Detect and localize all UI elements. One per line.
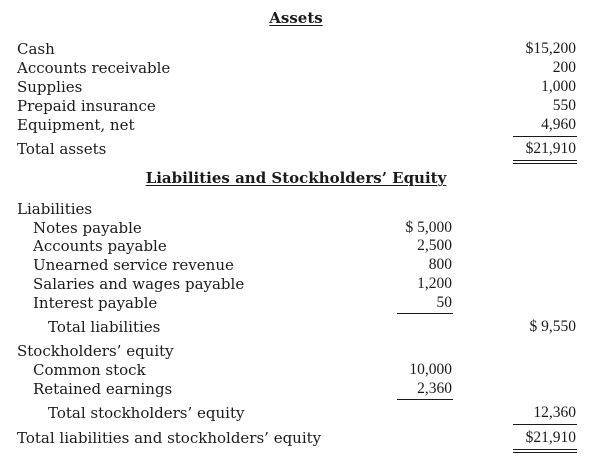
equipment-amount: 4,960: [541, 116, 576, 133]
total-assets-label: Total assets: [17, 140, 107, 158]
assets-total-double-rule-top: [513, 160, 577, 161]
accounts-payable-label: Accounts payable: [33, 237, 167, 255]
grand-total-double-rule-bottom: [513, 452, 577, 453]
unearned-service-revenue-amount: 800: [428, 256, 452, 273]
notes-payable-amount: $ 5,000: [405, 219, 452, 236]
retained-earnings-label: Retained earnings: [33, 380, 173, 398]
accounts-receivable-amount: 200: [552, 59, 576, 76]
interest-payable-label: Interest payable: [33, 294, 158, 312]
assets-subtotal-rule: [513, 136, 577, 137]
total-stockholders-equity-amount: 12,360: [533, 404, 576, 421]
salaries-wages-payable-label: Salaries and wages payable: [33, 275, 245, 293]
common-stock-amount: 10,000: [409, 361, 452, 378]
retained-earnings-amount: 2,360: [417, 380, 452, 397]
prepaid-insurance-label: Prepaid insurance: [17, 97, 156, 115]
supplies-label: Supplies: [17, 78, 83, 96]
supplies-amount: 1,000: [541, 78, 576, 95]
assets-total-double-rule-bottom: [513, 163, 577, 164]
accounts-receivable-label: Accounts receivable: [17, 59, 171, 77]
cash-label: Cash: [17, 40, 55, 58]
liabilities-equity-heading: Liabilities and Stockholders’ Equity: [145, 169, 447, 187]
interest-payable-amount: 50: [436, 294, 452, 311]
equipment-label: Equipment, net: [17, 116, 135, 134]
liabilities-subtotal-rule: [397, 313, 453, 314]
unearned-service-revenue-label: Unearned service revenue: [33, 256, 234, 274]
notes-payable-label: Notes payable: [33, 219, 142, 237]
salaries-wages-payable-amount: 1,200: [417, 275, 452, 292]
equity-subtotal-rule: [397, 399, 453, 400]
prepaid-insurance-amount: 550: [552, 97, 576, 114]
grand-total-double-rule-top: [513, 449, 577, 450]
assets-heading: Assets: [269, 9, 323, 27]
grand-total-amount: $21,910: [525, 429, 576, 446]
total-assets-amount: $21,910: [525, 140, 576, 157]
accounts-payable-amount: 2,500: [417, 237, 452, 254]
grand-total-label: Total liabilities and stockholders’ equity: [17, 429, 322, 447]
cash-amount: $15,200: [525, 40, 576, 57]
common-stock-label: Common stock: [33, 361, 146, 379]
total-liabilities-label: Total liabilities: [48, 318, 161, 336]
stockholders-equity-label: Stockholders’ equity: [17, 342, 174, 360]
equity-total-rule: [513, 424, 577, 425]
liabilities-section-label: Liabilities: [17, 200, 93, 218]
total-liabilities-amount: $ 9,550: [529, 318, 576, 335]
total-stockholders-equity-label: Total stockholders’ equity: [48, 404, 245, 422]
